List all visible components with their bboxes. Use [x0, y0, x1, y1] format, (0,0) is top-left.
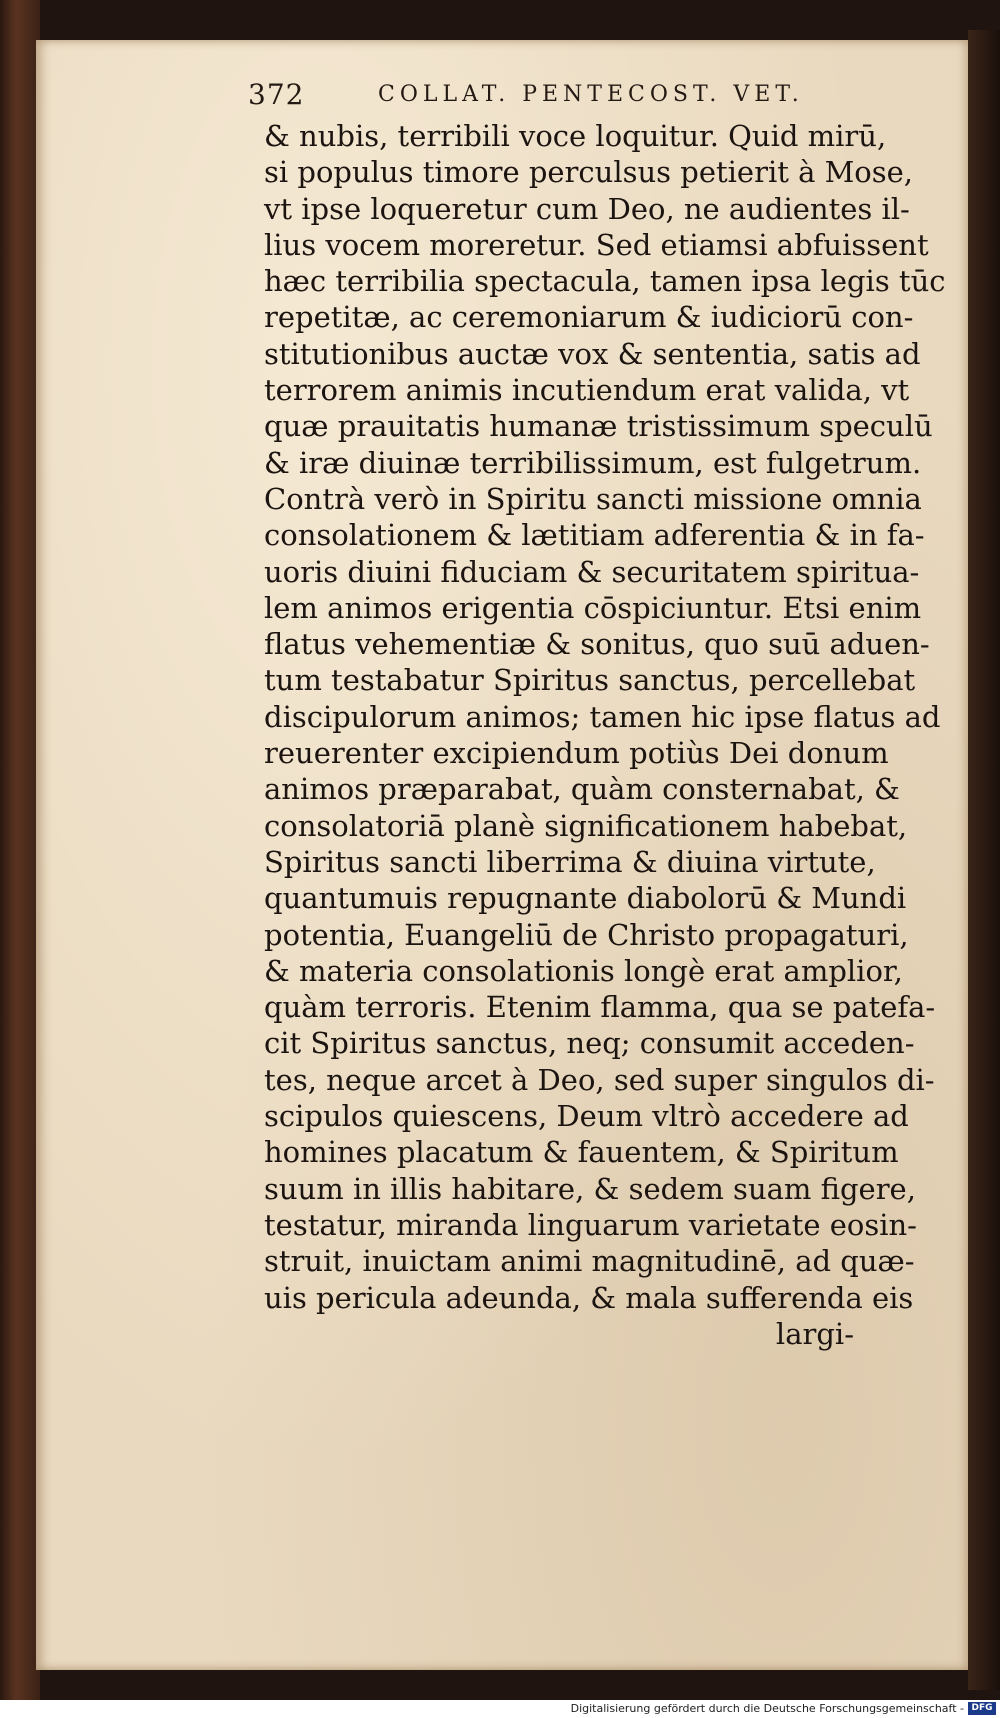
dfg-logo-icon: DFG: [968, 1702, 996, 1715]
text-line: potentia, Euangeliū de Christo propagaturi,: [264, 917, 909, 952]
text-line: quantumuis repugnante diabolorū & Mundi: [264, 881, 907, 916]
body-text: [264, 118, 946, 1352]
text-line: stitutionibus auctæ vox & sententia, satis ad: [264, 336, 921, 371]
text-line: testatur, miranda linguarum varietate eosin-: [264, 1207, 917, 1242]
running-head: COLLAT. PENTECOST. VET.: [378, 82, 804, 107]
text-line: Spiritus sancti liberrima & diuina virtute,: [264, 844, 876, 879]
text-line: & iræ diuinæ terribilissimum, est fulgetrum.: [264, 445, 922, 480]
text-line: homines placatum & fauentem, & Spiritum: [264, 1135, 899, 1170]
text-line: repetitæ, ac ceremoniarum & iudiciorū con-: [264, 300, 914, 335]
text-line: vt ipse loqueretur cum Deo, ne audientes il-: [264, 191, 910, 226]
text-line: & materia consolationis longè erat amplior,: [264, 953, 903, 988]
text-line: lius vocem moreretur. Sed etiamsi abfuissent: [264, 227, 929, 262]
text-line: Contrà verò in Spiritu sancti missione omnia: [264, 481, 922, 516]
text-line: tes, neque arcet à Deo, sed super singulos di-: [264, 1062, 935, 1097]
text-line: quæ prauitatis humanæ tristissimum speculū: [264, 409, 933, 444]
text-line: struit, inuictam animi magnitudinē, ad quæ-: [264, 1244, 915, 1279]
text-line: discipulorum animos; tamen hic ipse flatus ad: [264, 699, 941, 734]
digitization-footer: [0, 1700, 1000, 1718]
text-line: flatus vehementiæ & sonitus, quo suū aduen-: [264, 627, 930, 662]
page-header: [248, 78, 808, 118]
text-line: & nubis, terribili voce loquitur. Quid mirū,: [264, 119, 887, 153]
text-line: scipulos quiescens, Deum vltrò accedere ad: [264, 1099, 909, 1134]
text-line: terrorem animis incutiendum erat valida, vt: [264, 373, 910, 408]
text-line: si populus timore perculsus petierit à Mose,: [264, 155, 914, 190]
binding-edge: [0, 0, 40, 1700]
text-line: suum in illis habitare, & sedem suam figere,: [264, 1171, 916, 1206]
text-line: uis pericula adeunda, & mala sufferenda eis: [264, 1280, 914, 1315]
page-number: 372: [248, 78, 305, 111]
text-line: consolationem & lætitiam adferentia & in fa-: [264, 518, 925, 553]
page-fore-edge: [968, 30, 1000, 1690]
text-line: animos præparabat, quàm consternabat, &: [264, 772, 900, 807]
text-line: cit Spiritus sanctus, neq; consumit acceden-: [264, 1026, 915, 1061]
text-line: largi-: [775, 1316, 854, 1351]
text-line: hæc terribilia spectacula, tamen ipsa legis tūc: [264, 264, 946, 299]
text-line: quàm terroris. Etenim flamma, qua se patefa-: [264, 990, 936, 1025]
text-line: reuerenter excipiendum potiùs Dei donum: [264, 736, 889, 771]
text-line: consolatoriā planè significationem habebat,: [264, 808, 908, 843]
text-line: uoris diuini fiduciam & securitatem spiritua-: [264, 554, 920, 589]
text-line: tum testabatur Spiritus sanctus, percellebat: [264, 663, 916, 698]
footer-credit: Digitalisierung gefördert durch die Deutsche Forschungsgemeinschaft -: [570, 1702, 964, 1715]
text-line: lem animos erigentia cōspiciuntur. Etsi enim: [264, 590, 922, 625]
